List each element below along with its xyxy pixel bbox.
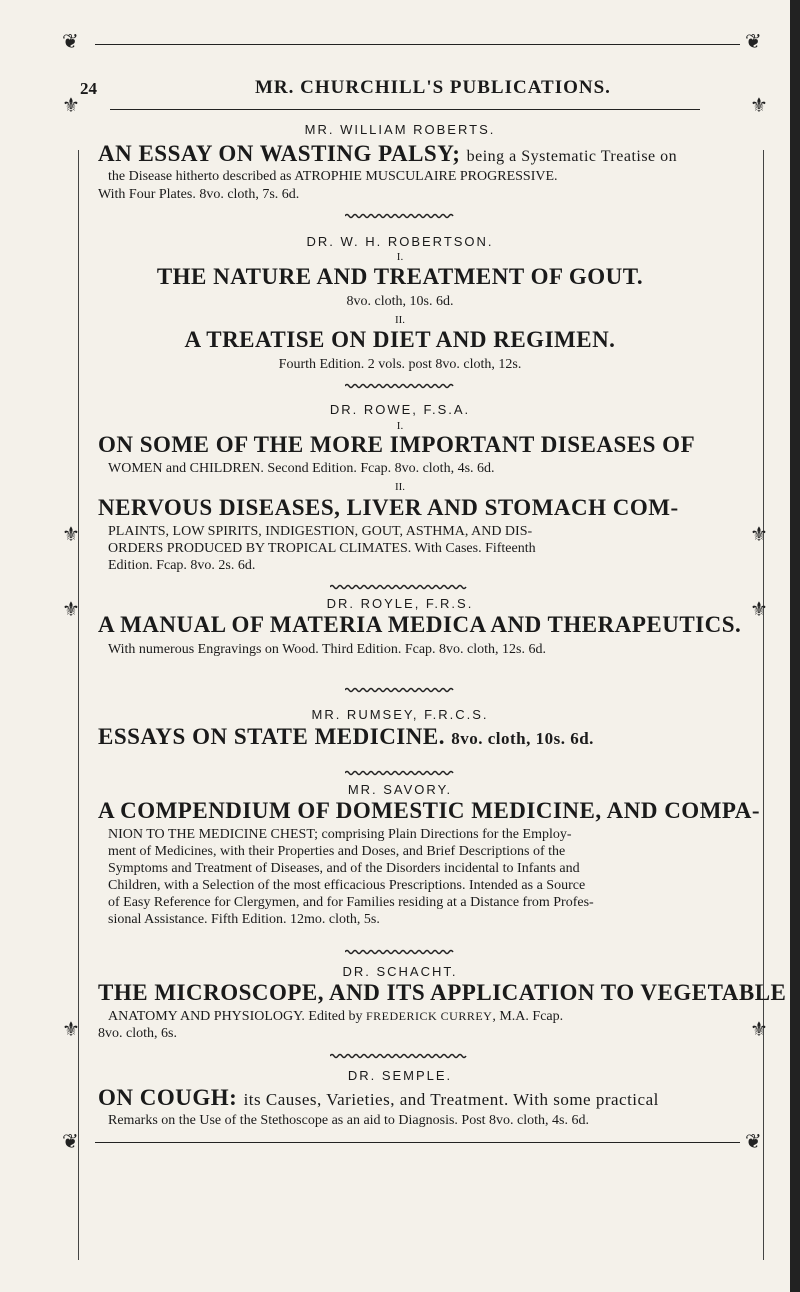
page-number: 24 xyxy=(80,79,97,98)
book-edge xyxy=(790,0,800,1292)
wavy-divider xyxy=(345,770,455,776)
author-heading: MR. WILLIAM ROBERTS. xyxy=(304,122,496,137)
entry-line: Edition. Fcap. 8vo. 2s. 6d. xyxy=(108,558,256,573)
book-title: THE NATURE AND TREATMENT OF GOUT. xyxy=(156,264,644,289)
book-title: A COMPENDIUM OF DOMESTIC MEDICINE, AND COMPA- xyxy=(98,798,761,823)
author-heading: DR. ROWE, F.S.A. xyxy=(329,402,471,417)
book-title xyxy=(98,141,677,167)
book-title: A MANUAL OF MATERIA MEDICA AND THERAPEUTICS. xyxy=(98,612,742,637)
editor-name: FREDERICK CURREY xyxy=(365,1009,493,1023)
book-title xyxy=(98,1085,659,1111)
author-heading: DR. SCHACHT. xyxy=(342,964,458,979)
book-title xyxy=(98,724,594,750)
entry-details: 8vo. cloth, 10s. 6d. xyxy=(346,294,454,309)
work-numeral: II. xyxy=(394,314,406,326)
title-rest: being a Systematic Treatise on xyxy=(466,148,678,165)
entry-details: WOMEN and CHILDREN. Second Edition. Fcap. 8vo. cloth, 4s. 6d. xyxy=(108,461,495,476)
work-numeral: I. xyxy=(396,251,404,263)
fleuron-top-left-icon: ❦ xyxy=(62,31,79,53)
book-title: ON SOME OF THE MORE IMPORTANT DISEASES OF xyxy=(98,432,696,457)
author-heading: MR. SAVORY. xyxy=(347,782,453,797)
entry-line: With Four Plates. 8vo. cloth, 7s. 6d. xyxy=(98,187,300,202)
entry-details: Fourth Edition. 2 vols. post 8vo. cloth, 12s. xyxy=(278,357,522,372)
fleuron-bottom-right-icon: ❦ xyxy=(745,1131,762,1153)
bottom-rule xyxy=(95,1142,740,1143)
entry-details: With numerous Engravings on Wood. Third Edition. Fcap. 8vo. cloth, 12s. 6d. xyxy=(108,642,546,657)
author-heading: DR. SEMPLE. xyxy=(347,1068,453,1083)
entry-line: sional Assistance. Fifth Edition. 12mo. cloth, 5s. xyxy=(108,912,380,927)
entry-line: ment of Medicines, with their Properties and Doses, and Brief Descriptions of the xyxy=(108,844,566,859)
side-ornament-icon: ⚜ xyxy=(750,599,768,621)
book-title: THE MICROSCOPE, AND ITS APPLICATION TO VEGETABLE xyxy=(98,980,787,1005)
entry-line: 8vo. cloth, 6s. xyxy=(98,1026,177,1041)
side-ornament-icon: ⚜ xyxy=(750,524,768,546)
entry-line: PLAINTS, LOW SPIRITS, INDIGESTION, GOUT, ASTHMA, AND DIS- xyxy=(108,524,533,539)
fleuron-top-right-icon: ❦ xyxy=(745,31,762,53)
book-title: A TREATISE ON DIET AND REGIMEN. xyxy=(184,327,616,352)
top-rule xyxy=(95,44,740,45)
side-ornament-icon: ⚜ xyxy=(750,1019,768,1041)
entry-line xyxy=(108,1008,563,1025)
entry-line: Symptoms and Treatment of Diseases, and of the Disorders incidental to Infants and xyxy=(108,861,580,876)
title-rest: its Causes, Varieties, and Treatment. With some practical xyxy=(243,1090,659,1109)
entry-line: ORDERS PRODUCED BY TROPICAL CLIMATES. With Cases. Fifteenth xyxy=(108,541,536,556)
side-ornament-icon: ⚜ xyxy=(62,1019,80,1041)
book-title: NERVOUS DISEASES, LIVER AND STOMACH COM- xyxy=(98,495,679,520)
wavy-divider xyxy=(330,584,470,590)
entry-line-part: ANATOMY AND PHYSIOLOGY. Edited by xyxy=(108,1009,366,1024)
entry-line: Children, with a Selection of the most efficacious Prescriptions. Intended as a Source xyxy=(108,878,586,893)
entry-line: the Disease hitherto described as ATROPHIE MUSCULAIRE PROGRESSIVE. xyxy=(108,169,558,184)
entry-line: NION TO THE MEDICINE CHEST; comprising Plain Directions for the Employ- xyxy=(108,827,572,842)
entry-line: Remarks on the Use of the Stethoscope as an aid to Diagnosis. Post 8vo. cloth, 4s. 6d. xyxy=(108,1113,589,1128)
entry-line-part: , M.A. Fcap. xyxy=(492,1009,564,1024)
title-rest: 8vo. cloth, 10s. 6d. xyxy=(451,729,594,748)
wavy-divider xyxy=(345,383,455,389)
author-heading: MR. RUMSEY, F.R.C.S. xyxy=(311,707,489,722)
title-caps: AN ESSAY ON WASTING PALSY; xyxy=(98,141,461,166)
title-caps: ESSAYS ON STATE MEDICINE. xyxy=(98,724,445,749)
author-heading: DR. ROYLE, F.R.S. xyxy=(326,596,474,611)
running-title: MR. CHURCHILL'S PUBLICATIONS. xyxy=(255,77,611,98)
author-heading: DR. W. H. ROBERTSON. xyxy=(306,234,494,249)
wavy-divider xyxy=(345,949,455,955)
side-ornament-icon: ⚜ xyxy=(750,95,768,117)
wavy-divider xyxy=(330,1053,470,1059)
entry-line: of Easy Reference for Clergymen, and for Families residing at a Distance from Profes- xyxy=(108,895,594,910)
fleuron-bottom-left-icon: ❦ xyxy=(62,1131,79,1153)
wavy-divider xyxy=(345,213,455,219)
wavy-divider xyxy=(345,687,455,693)
title-caps: ON COUGH: xyxy=(98,1085,238,1110)
work-numeral: I. xyxy=(396,420,404,432)
header-rule xyxy=(110,109,700,110)
work-numeral: II. xyxy=(394,481,406,493)
side-ornament-icon: ⚜ xyxy=(62,95,80,117)
side-ornament-icon: ⚜ xyxy=(62,524,80,546)
side-ornament-icon: ⚜ xyxy=(62,599,80,621)
